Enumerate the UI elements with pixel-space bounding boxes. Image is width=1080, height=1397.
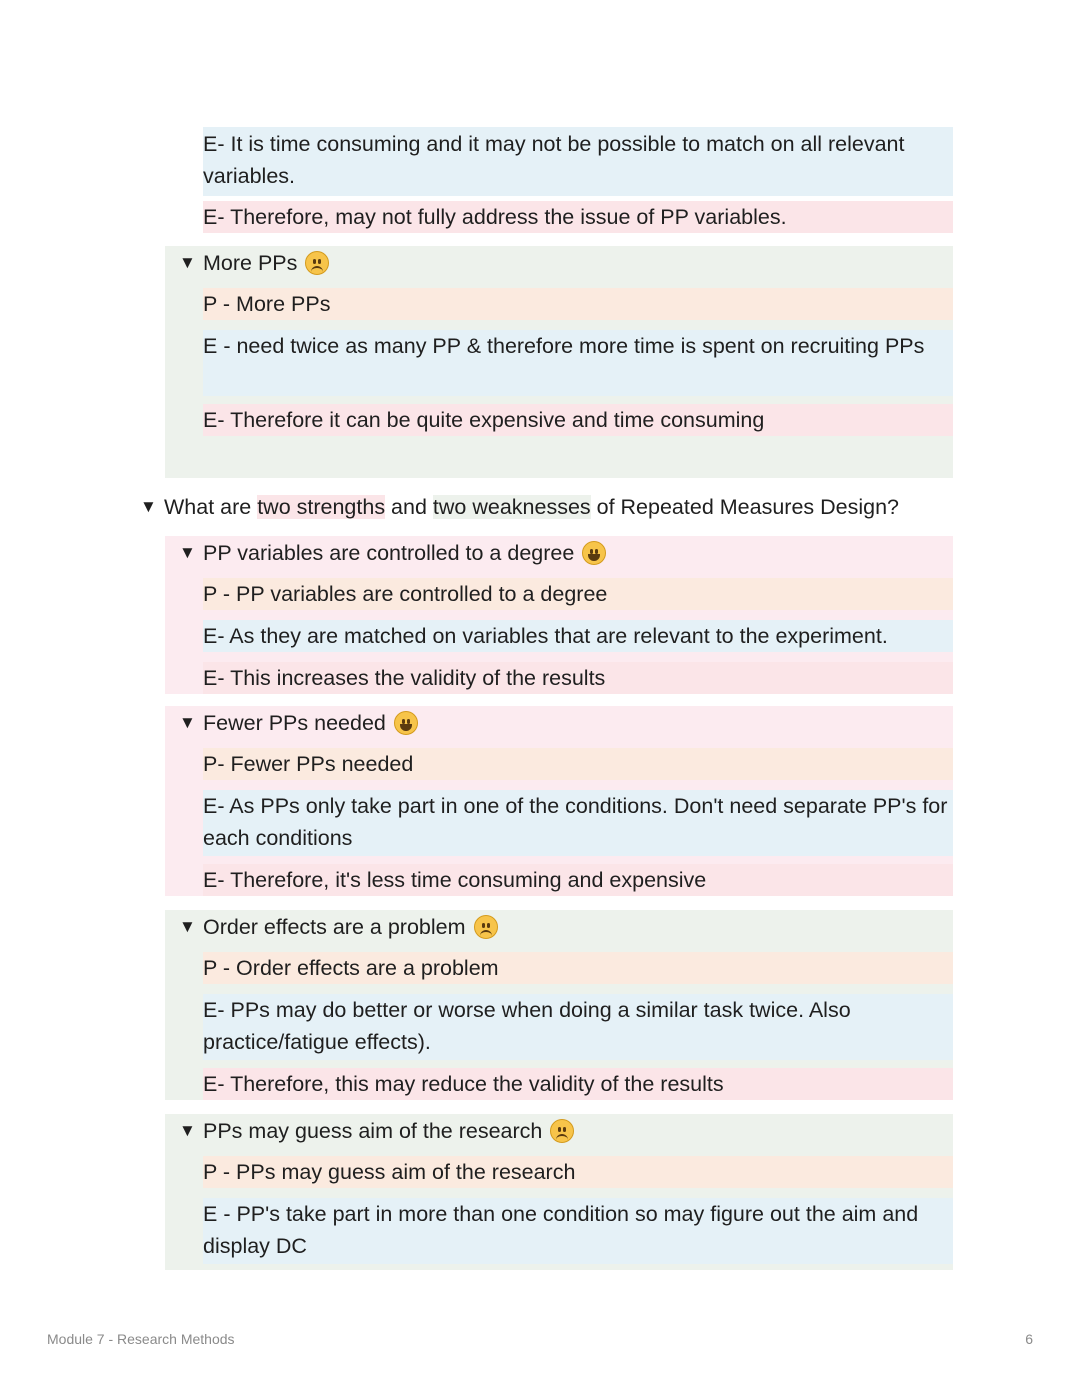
toggle-guess-aim [165,1114,953,1270]
toggle-title: More PPs [203,251,298,275]
point-line: P - More PPs [203,288,953,320]
smiling-face-icon [582,541,606,565]
toggle-arrow-icon[interactable]: ▼ [179,917,196,936]
toggle-header[interactable] [179,1114,574,1148]
point-line: P- Fewer PPs needed [203,748,953,780]
evaluation-line: E- This increases the validity of the results [203,662,953,694]
footer-module-title: Module 7 - Research Methods [47,1331,235,1347]
evaluation-line: E- Therefore, it's less time consuming and expensive [203,864,953,896]
evaluation-line: E- Therefore it can be quite expensive and time consuming [203,404,953,436]
toggle-header[interactable] [179,706,418,740]
toggle-title: Fewer PPs needed [203,711,386,735]
toggle-arrow-icon[interactable]: ▼ [179,713,196,732]
point-line: P - PP variables are controlled to a degree [203,578,953,610]
evaluation-line: E - need twice as many PP & therefore more time is spent on recruiting PPs [203,330,953,396]
matched-pairs-weakness-block [165,127,953,233]
toggle-title: PP variables are controlled to a degree [203,541,575,565]
evaluation-line: E - PP's take part in more than one condition so may figure out the aim and display DC [203,1198,953,1264]
question-toggle-header[interactable] [140,490,899,524]
point-line: P - PPs may guess aim of the research [203,1156,953,1188]
toggle-title: Order effects are a problem [203,915,466,939]
toggle-header[interactable] [179,910,498,944]
toggle-title: PPs may guess aim of the research [203,1119,543,1143]
point-line: P - Order effects are a problem [203,952,953,984]
smiling-face-icon [394,711,418,735]
slightly-frowning-face-icon [550,1119,574,1143]
page-number: 6 [1025,1331,1033,1347]
evaluation-line: E- PPs may do better or worse when doing a similar task twice. Also practice/fatigue effects). [203,994,953,1060]
slightly-frowning-face-icon [305,251,329,275]
toggle-pp-controlled [165,536,953,694]
toggle-arrow-icon[interactable]: ▼ [179,543,196,562]
toggle-order-effects [165,910,953,1100]
toggle-more-pps [165,246,953,478]
evaluation-line: E- It is time consuming and it may not be possible to match on all relevant variables. [203,127,953,196]
toggle-header[interactable] [179,246,329,280]
toggle-arrow-icon[interactable]: ▼ [140,497,157,516]
toggle-header[interactable] [179,536,606,570]
question-text: What are two strengths and two weaknesses of Repeated Measures Design? [164,495,900,519]
evaluation-line: E- Therefore, may not fully address the issue of PP variables. [203,201,953,233]
toggle-fewer-pps [165,706,953,896]
evaluation-line: E- As PPs only take part in one of the conditions. Don't need separate PP's for each conditions [203,790,953,856]
evaluation-line: E- Therefore, this may reduce the validity of the results [203,1068,953,1100]
evaluation-line: E- As they are matched on variables that are relevant to the experiment. [203,620,953,652]
toggle-arrow-icon[interactable]: ▼ [179,253,196,272]
slightly-frowning-face-icon [474,915,498,939]
toggle-arrow-icon[interactable]: ▼ [179,1121,196,1140]
